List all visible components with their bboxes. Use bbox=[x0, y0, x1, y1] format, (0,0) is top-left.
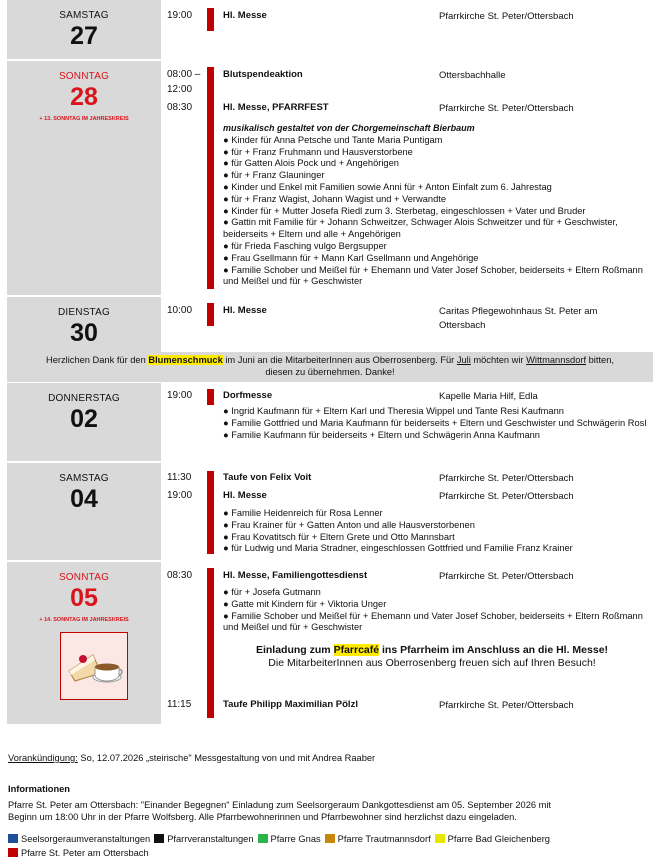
events bbox=[161, 0, 653, 59]
date-column bbox=[7, 383, 161, 461]
event-location: Pfarrkirche St. Peter/Ottersbach bbox=[439, 571, 574, 582]
legend-label: Pfarre Bad Gleichenberg bbox=[447, 834, 550, 844]
thanks-notice: Herzlichen Dank für den Blumenschmuck im Juni an die MitarbeiterInnen aus Oberrosenberg. Für Juli möchten wir Wittmannsdorf bitten, diesen zu übernehmen. Danke! bbox=[7, 352, 653, 382]
events bbox=[161, 562, 653, 724]
day-block-02 bbox=[7, 383, 653, 463]
info-text: Pfarre St. Peter am Ottersbach: "Einander Begegnen" Einladung zum Seelsorgeraum Dankgottesdienst am 05. September 2026 mit Beginn um 18:00 Uhr in der Pfarre Wolfsberg. Alle Pfarrbewohnerinnen und Pfarrbewohner sind herzlichst dazu eingeladen. bbox=[8, 800, 552, 822]
liturgical-note: + 13. SONNTAG IM JAHRESKREIS bbox=[39, 116, 129, 122]
event-time: 19:00 bbox=[167, 10, 193, 21]
event-time: 08:00 – bbox=[167, 69, 201, 80]
event-location: Pfarrkirche St. Peter/Ottersbach bbox=[439, 103, 574, 114]
intention: ● für + Franz Fruhmann und Hausverstorbene bbox=[223, 146, 413, 157]
weekday: DIENSTAG bbox=[58, 307, 110, 318]
legend-swatch bbox=[154, 834, 164, 843]
event-location: Caritas Pflegewohnhaus St. Peter am Ottersbach bbox=[439, 306, 598, 331]
weekday: DONNERSTAG bbox=[48, 393, 120, 404]
day-number: 05 bbox=[70, 584, 98, 612]
intention: ● Frau Krainer für + Gatten Anton und alle Hausverstorbenen bbox=[223, 519, 475, 530]
intention: ● Gattin mit Familie für + Johann Schweitzer, Schwager Alois Schweitzer und für + Geschwister, beiderseits + Eltern und alle + Angehörigen bbox=[223, 217, 618, 240]
legend-item bbox=[154, 834, 253, 844]
event-title: Taufe Philipp Maximilian Pölzl bbox=[223, 699, 358, 710]
legend-label: Pfarre St. Peter am Ottersbach bbox=[21, 848, 149, 858]
event-title: Blutspendeaktion bbox=[223, 69, 303, 80]
legend-swatch bbox=[8, 848, 18, 857]
events: 08:00 – Blutspendeaktion Ottersbachhalle 12:00 08:30 Hl. Messe, PFARRFEST Pfarrkirche St. Peter/Ottersbach musikalisch gestaltet von der Chorgemeinschaft Bierbaum ● Kinder für Anna Petsche und Tante Maria Puntigam ● für + Franz Fruhmann und Hausverstorbene ● für Gatten Alois Pock und + Angehörigen ● für + Franz Glauninger ● Kinder und Enkel mit Familien sowie Anni für + Anton Einfalt zum 6. Jahrestag ● für + Franz Wagist, Johann Wagist und + Verwandte ● Kinder für + Mutter Josefa Riedl zum 3. Sterbetag, eingeschlossen + Vater und Bruder ● Gattin mit Familie für + Johann Schweitzer, Schwager Alois Schweitzer und für + Geschwister, beiderseits + Eltern und alle + Angehörigen ● für Frieda Fasching vulgo Bergsupper ● Frau Gsellmann für + Mann Karl Gsellmann und Angehörige ● Familie Schober und Meißel für + Ehemann und Vater Josef Schober, beiderseits + Eltern Roßmann und Meißel und für + Geschwister bbox=[161, 61, 653, 295]
legend-item bbox=[8, 834, 150, 844]
event-time: 19:00 bbox=[167, 390, 193, 401]
intention: ● für Gatten Alois Pock und + Angehörigen bbox=[223, 158, 399, 169]
event-time: 19:00 bbox=[167, 490, 193, 501]
intention: ● Ingrid Kaufmann für + Eltern Karl und Theresia Wippel und Tante Resi Kaufmann bbox=[223, 406, 564, 416]
legend-swatch bbox=[325, 834, 335, 843]
intention: ● Familie Schober und Meißel für + Ehemann und Vater Josef Schober, beiderseits + Eltern Roßmann und Meißel und für + Geschwister bbox=[223, 264, 643, 287]
legend-label: Pfarre Gnas bbox=[270, 834, 321, 844]
day-number: 04 bbox=[70, 485, 98, 513]
event-time: 11:15 bbox=[167, 699, 192, 710]
date-column bbox=[7, 0, 161, 59]
event-time: 08:30 bbox=[167, 102, 193, 113]
coffee-cup-icon bbox=[61, 633, 127, 699]
legend-swatch bbox=[8, 834, 18, 843]
day-block-05 bbox=[7, 562, 653, 726]
day-number: 30 bbox=[70, 319, 98, 347]
event-time: 11:30 bbox=[167, 472, 192, 483]
date-column bbox=[7, 562, 161, 724]
intention: ● für Frieda Fasching vulgo Bergsupper bbox=[223, 240, 387, 251]
intentions-list bbox=[223, 587, 647, 634]
schedule bbox=[7, 0, 653, 356]
parish-color-bar bbox=[207, 568, 214, 718]
day-block-28 bbox=[7, 61, 653, 297]
event-title: Dorfmesse bbox=[223, 390, 273, 401]
coffee-cake-image bbox=[60, 632, 128, 700]
date-column bbox=[7, 463, 161, 560]
events bbox=[161, 463, 653, 560]
highlight: Pfarrcafé bbox=[333, 644, 380, 656]
intentions-list bbox=[223, 508, 647, 555]
intention: ● für + Josefa Gutmann bbox=[223, 587, 321, 597]
intention: ● Familie Heidenreich für Rosa Lenner bbox=[223, 508, 383, 518]
legend-swatch bbox=[435, 834, 445, 843]
intentions-list bbox=[223, 406, 647, 441]
event-title: Hl. Messe bbox=[223, 10, 267, 21]
legend-label: Pfarre Trautmannsdorf bbox=[337, 834, 431, 844]
event-title: Taufe von Felix Voit bbox=[223, 472, 312, 483]
day-block-30 bbox=[7, 297, 653, 356]
day-block-27 bbox=[7, 0, 653, 61]
legend-swatch bbox=[258, 834, 268, 843]
intention: ● Kinder für Anna Petsche und Tante Maria Puntigam bbox=[223, 134, 443, 145]
intention: ● Kinder und Enkel mit Familien sowie Anni für + Anton Einfalt zum 6. Jahrestag bbox=[223, 181, 552, 192]
event-location: Kapelle Maria Hilf, Edla bbox=[439, 391, 538, 402]
event-title: Hl. Messe, PFARRFEST bbox=[223, 102, 329, 113]
legend-item bbox=[8, 848, 149, 858]
event-location: Ottersbachhalle bbox=[439, 70, 506, 81]
weekday: SAMSTAG bbox=[59, 10, 109, 21]
date-column bbox=[7, 297, 161, 354]
intention: ● Frau Kovatitsch für + Eltern Grete und Otto Mannsbart bbox=[223, 531, 455, 542]
intention: ● Gatte mit Kindern für + Viktoria Unger bbox=[223, 598, 387, 609]
event-location: Pfarrkirche St. Peter/Ottersbach bbox=[439, 11, 574, 22]
event-time: 10:00 bbox=[167, 305, 193, 316]
day-number: 27 bbox=[70, 22, 98, 50]
parish-color-bar bbox=[207, 67, 214, 289]
intention: ● Frau Gsellmann für + Mann Karl Gsellmann und Angehörige bbox=[223, 252, 479, 263]
event-location: Pfarrkirche St. Peter/Ottersbach bbox=[439, 491, 574, 502]
intention: ● für Ludwig und Maria Stradner, eingeschlossen Gottfried und Familie Franz Krainer bbox=[223, 543, 573, 554]
music-note: musikalisch gestaltet von der Chorgemeinschaft Bierbaum bbox=[223, 123, 475, 133]
legend-label: Pfarrveranstaltungen bbox=[167, 834, 254, 844]
weekday: SAMSTAG bbox=[59, 473, 109, 484]
preview-announcement: Vorankündigung: So, 12.07.2026 „steirische" Messgestaltung von und mit Andrea Raaber bbox=[8, 753, 376, 763]
event-row bbox=[161, 10, 653, 22]
date-column bbox=[7, 61, 161, 295]
intention: ● Familie Schober und Meißel für + Ehemann und Vater Josef Schober, beiderseits + Eltern Roßmann und Meißel und für + Geschwister bbox=[223, 610, 643, 633]
liturgical-note: + 14. SONNTAG IM JAHRESKREIS bbox=[39, 617, 129, 623]
legend-item bbox=[325, 834, 431, 844]
day-number: 02 bbox=[70, 405, 98, 433]
intention: ● Kinder für + Mutter Josefa Riedl zum 3. Sterbetag, eingeschlossen + Vater und Bruder bbox=[223, 205, 586, 216]
legend-item bbox=[435, 834, 550, 844]
event-time: 08:30 bbox=[167, 570, 193, 581]
intention: ● Familie Kaufmann für beiderseits + Eltern und Schwägerin Anna Kaufmann bbox=[223, 429, 540, 440]
event-location: Pfarrkirche St. Peter/Ottersbach bbox=[439, 473, 574, 484]
preview-label: Vorankündigung: bbox=[8, 753, 78, 763]
event-title: Hl. Messe, Familiengottesdienst bbox=[223, 570, 368, 581]
intention: ● Familie Gottfried und Maria Kaufmann für beiderseits + Eltern und Geschwister und Schwägerin Rosl bbox=[223, 417, 647, 428]
highlight: Blumenschmuck bbox=[148, 355, 223, 365]
pfarrcafe-invitation: Einladung zum Pfarrcafé ins Pfarrheim im Anschluss an die Hl. Messe! Die MitarbeiterInnen aus Oberrosenberg freuen sich auf Ihren Besuch! bbox=[255, 644, 609, 669]
event-location: Pfarrkirche St. Peter/Ottersbach bbox=[439, 700, 574, 711]
event-title: Hl. Messe bbox=[223, 305, 267, 316]
day-number: 28 bbox=[70, 83, 98, 111]
intention: ● für + Franz Wagist, Johann Wagist und + Verwandte bbox=[223, 193, 446, 204]
legend-item bbox=[258, 834, 321, 844]
info-heading: Informationen bbox=[8, 784, 70, 794]
day-block-04 bbox=[7, 463, 653, 562]
schedule-continued bbox=[7, 383, 653, 726]
weekday: SONNTAG bbox=[58, 71, 110, 82]
events bbox=[161, 297, 653, 354]
color-legend bbox=[8, 832, 658, 860]
event-title: Hl. Messe bbox=[223, 490, 267, 501]
legend-label: Seelsorgeraumveranstaltungen bbox=[21, 834, 151, 844]
intention: ● für + Franz Glauninger bbox=[223, 170, 325, 181]
intentions-list bbox=[223, 123, 647, 288]
weekday: SONNTAG bbox=[58, 572, 110, 583]
events bbox=[161, 383, 653, 461]
